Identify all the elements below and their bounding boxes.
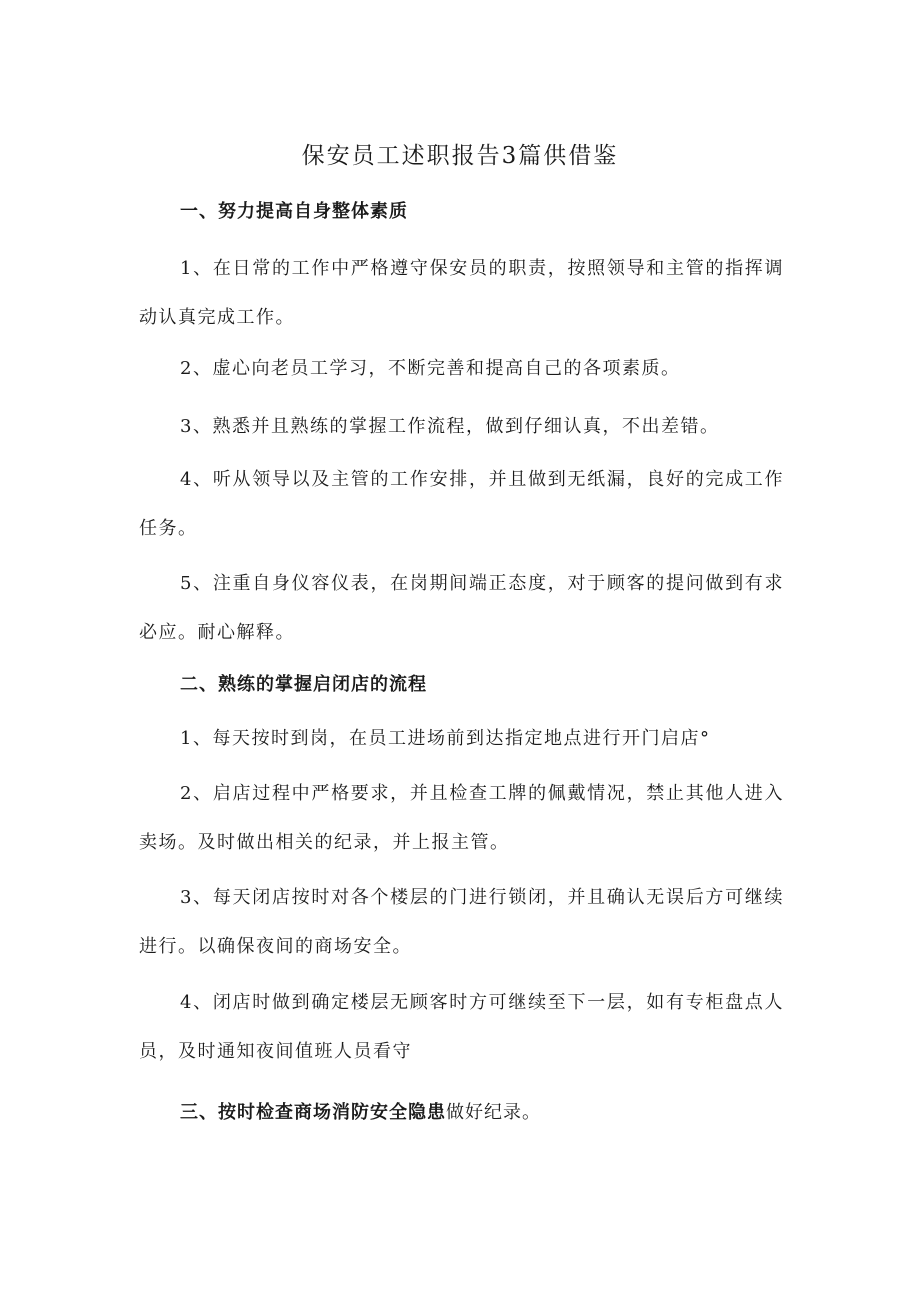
paragraph-2-3: 3、每天闭店按时对各个楼层的门进行锁闭，并且确认无误后方可继续进行。以确保夜间的商场安全。 xyxy=(139,887,784,957)
document-title: 保安员工述职报告3篇供借鉴 xyxy=(301,143,619,169)
paragraph-2-4: 4、闭店时做到确定楼层无顾客时方可继续至下一层，如有专柜盘点人员，及时通知夜间值班人员看守 xyxy=(139,992,784,1062)
paragraph-1-4: 4、听从领导以及主管的工作安排，并且做到无纸漏，良好的完成工作任务。 xyxy=(139,469,784,539)
paragraph-1-5: 5、注重自身仪容仪表，在岗期间端正态度，对于顾客的提问做到有求必应。耐心解释。 xyxy=(139,573,784,643)
paragraph-2-1: 1、每天按时到岗，在员工进场前到达指定地点进行开门启店° xyxy=(180,728,711,749)
paragraph-1-1: 1、在日常的工作中严格遵守保安员的职责，按照领导和主管的指挥调动认真完成工作。 xyxy=(139,258,784,328)
section-heading-3-tail: 做好纪录。 xyxy=(446,1102,541,1123)
paragraph-2-2: 2、启店过程中严格要求，并且检查工牌的佩戴情况，禁止其他人进入卖场。及时做出相关的纪录，并上报主管。 xyxy=(139,783,784,853)
paragraph-1-2: 2、虚心向老员工学习，不断完善和提高自己的各项素质。 xyxy=(180,358,681,379)
section-heading-2: 二、熟练的掌握启闭店的流程 xyxy=(180,674,427,695)
section-heading-1: 一、努力提高自身整体素质 xyxy=(180,201,408,222)
paragraph-1-3: 3、熟悉并且熟练的掌握工作流程，做到仔细认真，不出差错。 xyxy=(180,416,720,437)
section-heading-3-text: 三、按时检查商场消防安全隐患 xyxy=(180,1102,446,1123)
section-heading-3 xyxy=(180,1098,541,1128)
